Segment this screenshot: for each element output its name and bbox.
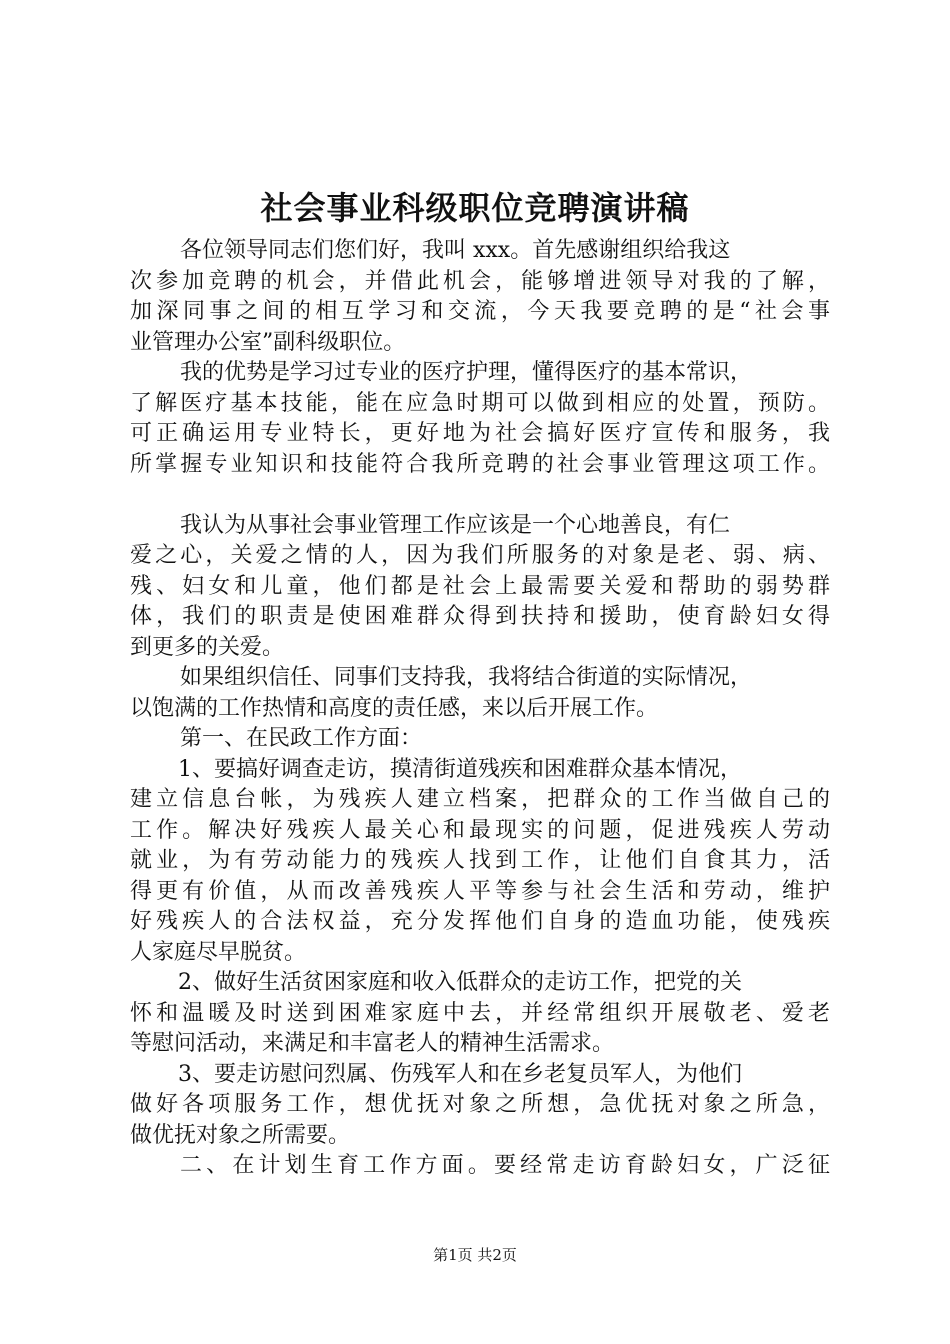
text-line: 可正确运用专业特长，更好地为社会搞好医疗宣传和服务，我 (130, 421, 830, 446)
text-line: 到更多的关爱。 (130, 634, 285, 660)
paragraph-gap (130, 480, 830, 511)
text-line: 我的优势是学习过专业的医疗护理，懂得医疗的基本常识， (180, 360, 753, 385)
section-heading: 第一、在民政工作方面： (180, 726, 423, 751)
document-body (130, 236, 830, 1182)
text-line: 体，我们的职责是使困难群众得到扶持和援助，使育龄妇女得 (130, 604, 830, 629)
text-line: 做优抚对象之所需要。 (130, 1122, 351, 1148)
text-line: 以饱满的工作热情和高度的责任感，来以后开展工作。 (130, 695, 659, 721)
text-line: 1、要搞好调查走访，摸清街道残疾和困难群众基本情况， (178, 756, 742, 782)
text-line: 人家庭尽早脱贫。 (130, 939, 307, 965)
text-line: 爱之心，关爱之情的人，因为我们所服务的对象是老、弱、病、 (130, 543, 830, 568)
text-line: 次参加竞聘的机会，并借此机会，能够增进领导对我的了解， (130, 268, 830, 294)
text-line: 如果组织信任、同事们支持我，我将结合街道的实际情况， (180, 665, 753, 690)
section-heading: 二、在计划生育工作方面。要经常走访育龄妇女，广泛征 (180, 1153, 830, 1178)
text-line: 就业，为有劳动能力的残疾人找到工作，让他们自食其力，活 (130, 848, 830, 873)
text-line: 各位领导同志们您们好，我叫 xxx。首先感谢组织给我这 (180, 238, 731, 263)
text-line: 建立信息台帐，为残疾人建立档案，把群众的工作当做自己的 (130, 787, 830, 812)
text-line: 残、妇女和儿童，他们都是社会上最需要关爱和帮助的弱势群 (130, 573, 830, 599)
text-line: 3、要走访慰问烈属、伤残军人和在乡老复员军人，为他们 (178, 1061, 742, 1087)
page-number: 第1页 共2页 (433, 1246, 517, 1264)
text-line: 2、做好生活贫困家庭和收入低群众的走访工作，把党的关 (178, 970, 742, 995)
text-line: 了解医疗基本技能，能在应急时期可以做到相应的处置，预防。 (130, 390, 830, 416)
text-line: 加深同事之间的相互学习和交流，今天我要竞聘的是“社会事 (130, 299, 830, 324)
text-line: 好残疾人的合法权益，充分发挥他们自身的造血功能，使残疾 (130, 909, 830, 934)
text-line: 等慰问活动，来满足和丰富老人的精神生活需求。 (130, 1031, 615, 1056)
document-title: 社会事业科级职位竞聘演讲稿 (260, 189, 690, 227)
text-line: 所掌握专业知识和技能符合我所竞聘的社会事业管理这项工作。 (130, 451, 830, 477)
text-line: 怀和温暖及时送到困难家庭中去，并经常组织开展敬老、爱老 (130, 1000, 830, 1026)
text-line: 我认为从事社会事业管理工作应该是一个心地善良，有仁 (180, 512, 731, 538)
text-line: 做好各项服务工作，想优抚对象之所想，急优抚对象之所急， (130, 1092, 830, 1117)
text-line: 得更有价值，从而改善残疾人平等参与社会生活和劳动，维护 (130, 878, 830, 904)
text-line: 业管理办公室”副科级职位。 (130, 329, 406, 355)
text-line: 工作。解决好残疾人最关心和最现实的问题，促进残疾人劳动 (130, 817, 830, 843)
